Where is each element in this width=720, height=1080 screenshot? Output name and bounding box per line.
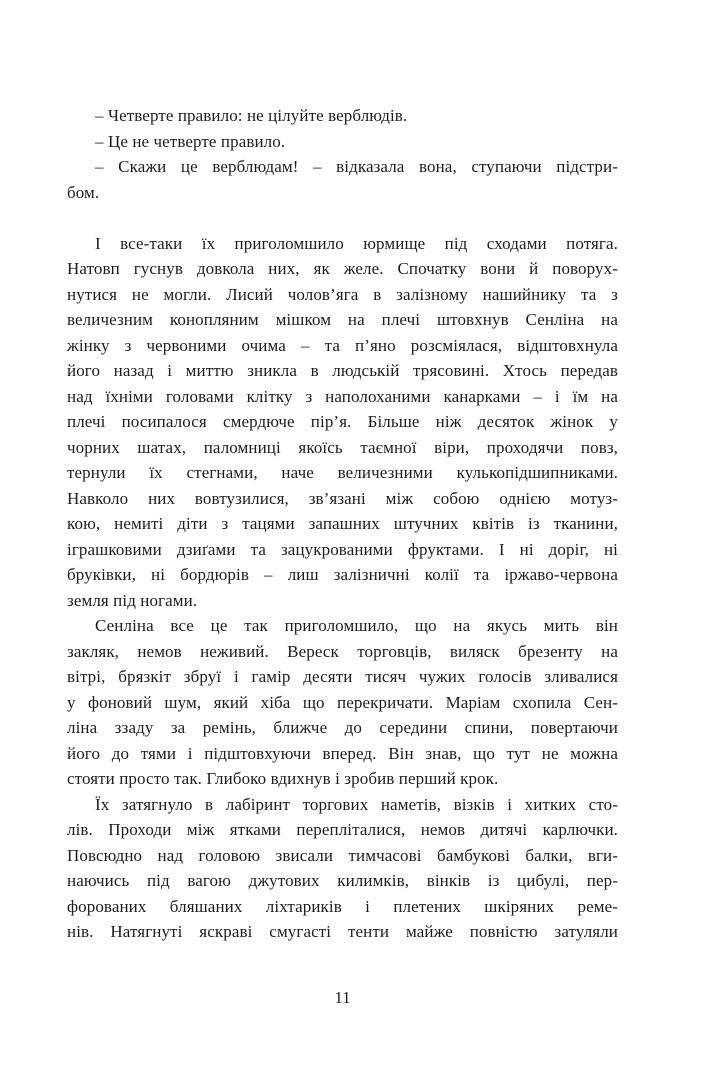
text-line: стояти просто так. Глибоко вдихнув і зробив перший крок. xyxy=(67,769,499,788)
body-paragraph-1 xyxy=(67,231,618,614)
text-line: наючись під вагою джутових килимків, вінків із цибулі, пер- xyxy=(67,871,618,890)
body-paragraph-2 xyxy=(67,613,618,792)
text-line: Їх затягнуло в лабіринт торгових наметів, візків і хитких сто- xyxy=(95,794,618,814)
text-line: Натовп гуснув довкола них, як желе. Спочатку вони й поворух- xyxy=(67,259,618,278)
text-line: його назад і миттю зникла в людській трясовині. Хтось передав xyxy=(67,361,618,380)
dialogue-paragraph-3 xyxy=(67,154,618,205)
text-line: ліна ззаду за ремінь, ближче до середини спини, повертаючи xyxy=(67,718,618,737)
text-line: величезним конопляним мішком на плечі штовхнув Сенліна на xyxy=(67,310,618,329)
text-line: Сенліна все це так приголомшило, що на якусь мить він xyxy=(95,616,618,635)
text-line: – Четверте правило: не цілуйте верблюдів. xyxy=(95,106,408,125)
text-line: кою, немиті діти з тацями запашних штучних квітів із тканини, xyxy=(67,514,618,533)
text-line: лів. Проходи між ятками перепліталися, немов дитячі карлючки. xyxy=(67,820,618,839)
text-line: бруківки, ні бордюрів – лиш залізничні колії та іржаво-червона xyxy=(67,565,618,584)
text-line: – Скажи це верблюдам! – відказала вона, ступаючи підстри- xyxy=(95,157,618,176)
page-number: 11 xyxy=(334,988,351,1007)
text-line: Навколо них вовтузилися, зв’язані між собою однією мотуз- xyxy=(67,488,618,508)
text-line: Повсюдно над головою звисали тимчасові бамбукові балки, вги- xyxy=(67,845,618,865)
text-line: у фоновий шум, який хіба що перекричати. Маріам схопила Сен- xyxy=(67,692,618,712)
text-line: іграшковими дзиґами та зацукрованими фруктами. І ні доріг, ні xyxy=(67,539,618,559)
text-line: – Це не четверте правило. xyxy=(95,131,286,151)
text-line: закляк, немов неживий. Вереск торговців, виляск брезенту на xyxy=(67,641,618,661)
text-line: земля під ногами. xyxy=(67,590,198,610)
text-line: його до тями і підштовхуючи вперед. Він знав, що тут не можна xyxy=(67,743,618,763)
text-line: жінку з червоними очима – та п’яно розсміялася, відштовхнула xyxy=(67,335,618,355)
text-line: тернули їх стегнами, наче величезними кулькопідшипниками. xyxy=(67,463,618,482)
text-line: над їхніми головами клітку з наполоханими канарками – і їм на xyxy=(67,386,618,406)
text-line: форованих бляшаних ліхтариків і плетених шкіряних реме- xyxy=(67,896,618,916)
dialogue-paragraph-1 xyxy=(67,103,618,129)
body-paragraph-3 xyxy=(67,792,618,945)
text-line: І все-таки їх приголомшило юрмище під сходами потяга. xyxy=(95,233,618,253)
dialogue-paragraph-2 xyxy=(67,129,618,155)
text-line: бом. xyxy=(67,182,100,202)
text-line: нутися не могли. Лисий чолов’яга в залізному нашийнику та з xyxy=(67,284,618,304)
page-text-block xyxy=(67,103,618,945)
text-line: чорних шатах, паломниці якоїсь таємної віри, проходячи повз, xyxy=(67,437,618,457)
text-line: плечі посипалося смердюче пір’я. Більше ніж десяток жінок у xyxy=(67,412,618,431)
text-line: нів. Натягнуті яскраві смугасті тенти майже повністю затуляли xyxy=(67,922,618,941)
text-line: вітрі, брязкіт збруї і гамір десяти тисяч чужих голосів зливалися xyxy=(67,667,618,686)
